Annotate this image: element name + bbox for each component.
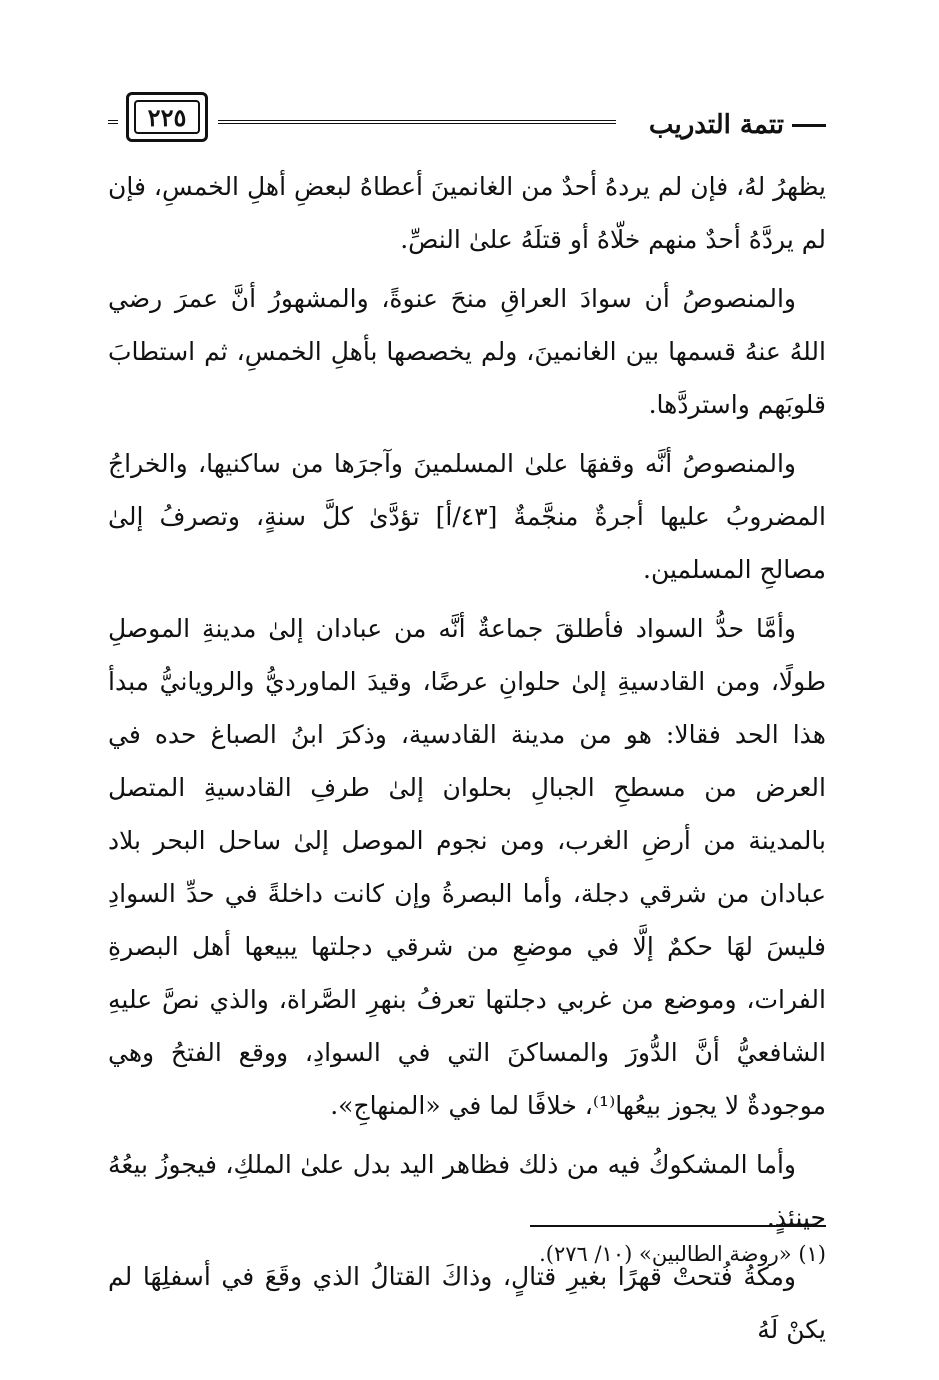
footnote-separator: [530, 1225, 826, 1227]
header-rule: [218, 120, 616, 124]
running-title-text: تتمة التدريب: [648, 110, 784, 140]
paragraph: والمنصوصُ أنَّه وقفهَا علىٰ المسلمينَ وآجرَها من ساكنيها، والخراجُ المضروبُ عليها أجرةٌ منجَّمةٌ [٤٣/أ] تؤدَّىٰ كلَّ سنةٍ، وتصرفُ إلىٰ مصالحِ المسلمين.: [108, 449, 826, 584]
paragraph: والمنصوصُ أن سوادَ العراقِ منحَ عنوةً، والمشهورُ أنَّ عمرَ رضي اللهُ عنهُ قسمها بين الغانمينَ، ولم يخصصها بأهلِ الخمسِ، ثم استطابَ قلوبَهم واستردَّها.: [108, 284, 826, 419]
running-title: [649, 110, 826, 140]
paragraph: ومكةُ فُتحتْ قهرًا بغيرِ قتالٍ، وذاكَ القتالُ الذي وقَعَ في أسفلِهَا لم يكنْ لَهُ: [108, 1262, 826, 1344]
page-number-frame: [126, 92, 208, 142]
paragraph: وأمَّا حدُّ السواد فأطلقَ جماعةٌ أنَّه من عبادان إلىٰ مدينةِ الموصلِ طولًا، ومن القادسيةِ إلىٰ حلوانِ عرضًا، وقيدَ الماورديُّ والرويانيُّ مبدأ هذا الحد فقالا: هو من مدينة القادسية، وذكرَ ابنُ الصباغ حده في العرض من مسطحِ الجبالِ بحلوان إلىٰ طرفِ القادسيةِ المتصل بالمدينة من أرضِ الغرب، ومن نجوم الموصل إلىٰ ساحل البحر بلاد عبادان من شرقي دجلة، وأما البصرةُ وإن كانت داخلةً في حدِّ السوادِ فليسَ لهَا حكمٌ إلَّا في موضعِ من شرقي دجلتها يبيعها أهل البصرةِ الفرات، وموضع من غربي دجلتها تعرفُ بنهرِ الصَّراة، والذي نصَّ عليهِ الشافعيُّ أنَّ الدُّورَ والمساكنَ التي في السوادِ، ووقع الفتحُ وهي موجودةٌ لا يجوز بيعُها⁽¹⁾، خلافًا لما في «المنهاجِ».: [108, 614, 826, 1120]
page-header: [108, 92, 826, 152]
paragraph: يظهرُ لهُ، فإن لم يردهُ أحدٌ من الغانمينَ أعطاهُ لبعضِ أهلِ الخمسِ، فإن لم يردَّهُ أحدٌ منهم خلّاهُ أو قتلَهُ علىٰ النصِّ.: [108, 172, 826, 254]
paragraph: وأما المشكوكُ فيه من ذلك فظاهر اليد بدل علىٰ الملكِ، فيجوزُ بيعُهُ حينئذٍ.: [108, 1150, 826, 1232]
header-rule-left: [108, 120, 118, 124]
title-dash: [792, 124, 826, 127]
body-text: [108, 160, 826, 1362]
page-number: ٢٢٥: [134, 100, 200, 134]
footnote: (١) «روضة الطالبين» (١٠/ ٢٧٦).: [539, 1242, 826, 1266]
